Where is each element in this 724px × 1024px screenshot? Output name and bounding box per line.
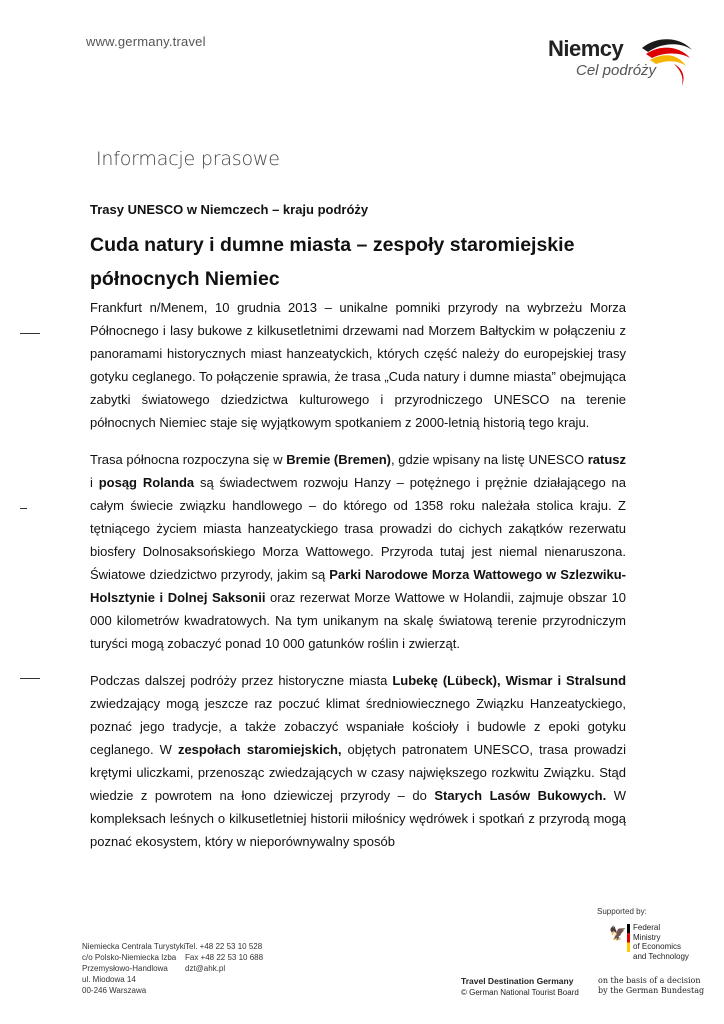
text-run: Trasa północna rozpoczyna się w bbox=[90, 452, 287, 467]
bold-text: ratusz bbox=[587, 452, 627, 467]
text-run: objętych patronatem UNESCO, trasa prowadzi krętymi uliczkami, przenosząc zwiedzających w czasy największego rozkwitu Związku. Stąd wiedzie z powrotem na łono dziewiczej przyrody – do bbox=[90, 742, 626, 803]
bold-text: zespołach staromiejskich, bbox=[177, 742, 342, 757]
contact-phone: Tel. +48 22 53 10 528 bbox=[185, 942, 263, 951]
tdg-copyright: © German National Tourist Board bbox=[461, 988, 579, 997]
bmwi-line: and Technology bbox=[633, 951, 689, 961]
bold-text: Parki Narodowe Morza Wattowego w Szlezwiku-Holsztynie i Dolnej Saksonii bbox=[90, 567, 626, 605]
address-line: Przemysłowo-Handlowa bbox=[82, 964, 168, 973]
address-line: Niemiecka Centrala Turystyki bbox=[82, 942, 186, 951]
article-body bbox=[90, 296, 626, 867]
paragraph bbox=[90, 296, 626, 434]
text-run: W kompleksach leśnych o kilkusetletniej historii miłośnicy wędrówek i spotkań z przyrodą mogą poznać ekosystem, który w nieporównywalny sposób bbox=[90, 788, 626, 849]
bold-text: Lubekę (Lübeck), Wismar i Stralsund bbox=[392, 673, 627, 688]
hole-mark bbox=[20, 508, 27, 509]
germany-travel-logo bbox=[548, 34, 698, 94]
subtitle: Trasy UNESCO w Niemczech – kraju podróży bbox=[90, 202, 369, 217]
paragraph bbox=[90, 669, 626, 853]
text-run: i bbox=[90, 475, 99, 490]
text-run: Podczas dalszej podróży przez historyczne miasta bbox=[90, 673, 393, 688]
bmwi-line: of Economics bbox=[633, 942, 682, 951]
bmwi-line: Federal Ministry bbox=[633, 923, 661, 942]
bold-text: Bremie (Bremen) bbox=[286, 452, 392, 467]
text-run: są świadectwem rozwoju Hanzy – potężnego i prężnie działającego na całym świecie związku handlowego – do którego od 1358 roku należała stolica kraju. Z tętniącego życiem miasta hanzeatyckiego trasa prowadzi do cichych zakątków rezerwatu biosfery Dolnosaksońskiego Morza Wattowego. Przyroda tutaj jest niemal nienaruszona. Światowe dziedzictwo przyrody, jakim są bbox=[90, 475, 627, 582]
text-run: zwiedzający mogą jeszcze raz poczuć klimat średniowiecznego Związku Hanzeatyckiego, poznać jego tradycje, a także zobaczyć wspaniałe kościoły i budowle z epoki gotyku ceglanego. W bbox=[90, 696, 626, 757]
bundestag-line: by the German Bundestag bbox=[598, 986, 705, 995]
swoosh-logo-icon bbox=[634, 34, 698, 90]
bundestag-note bbox=[598, 976, 704, 996]
travel-destination-germany bbox=[461, 976, 579, 998]
address-line: c/o Polsko-Niemiecka Izba bbox=[82, 953, 177, 962]
bold-text: Starych Lasów Bukowych. bbox=[434, 788, 607, 803]
bundestag-line: on the basis of a decision bbox=[598, 976, 701, 985]
address-line: ul. Miodowa 14 bbox=[82, 975, 136, 984]
text-run: , gdzie wpisany na listę UNESCO bbox=[391, 452, 588, 467]
text-run: Frankfurt n/Menem, 10 grudnia 2013 – unikalne pomniki przyrody na wybrzeżu Morza Północnego i lasy bukowe z kilkusetletnimi drzewami nad Morzem Bałtyckim w połączeniu z panoramami historycznych miast hanzeatyckich, których część należy do europejskiej trasy gotyku ceglanego. To połączenie sprawia, że trasa „Cuda natury i dumne miasta” obejmująca zabytki światowego dziedzictwa kulturowego i przyrodniczego UNESCO na terenie północnych Niemiec staje się wyjątkowym spotkaniem z 2000-letnią historią tego kraju. bbox=[90, 300, 626, 430]
paragraph bbox=[90, 448, 626, 655]
fold-mark bbox=[20, 678, 40, 679]
contact-fax: Fax +48 22 53 10 688 bbox=[185, 953, 264, 962]
website-url: www.germany.travel bbox=[86, 34, 206, 49]
german-flag-stripe bbox=[627, 924, 630, 952]
address-line: 00-246 Warszawa bbox=[82, 986, 147, 995]
bmwi-logo bbox=[609, 923, 689, 961]
bold-text: posąg Rolanda bbox=[98, 475, 195, 490]
tdg-title: Travel Destination Germany bbox=[461, 976, 574, 986]
text-run: oraz rezerwat Morze Wattowe w Holandii, zajmuje obszar 10 000 kilometrów kwadratowych. Na tym unikanym na skalę światową terenie przyrodniczym turyści mogą zobaczyć ponad 10 000 gatunków roślin i zwierząt. bbox=[90, 590, 626, 651]
logo-tagline: Cel podróży bbox=[576, 62, 657, 79]
headline: Cuda natury i dumne miasta – zespoły staromiejskie północnych Niemiec bbox=[90, 234, 575, 290]
supported-by-label: Supported by: bbox=[597, 907, 647, 916]
office-contact bbox=[185, 941, 263, 974]
office-address bbox=[82, 941, 186, 996]
contact-email[interactable]: dzt@ahk.pl bbox=[185, 964, 226, 973]
fold-mark bbox=[20, 333, 40, 334]
bmwi-name bbox=[633, 923, 689, 961]
logo-title: Niemcy bbox=[548, 36, 624, 61]
section-title: Informacje prasowe bbox=[96, 148, 280, 170]
eagle-icon: 🦅 bbox=[609, 925, 627, 941]
